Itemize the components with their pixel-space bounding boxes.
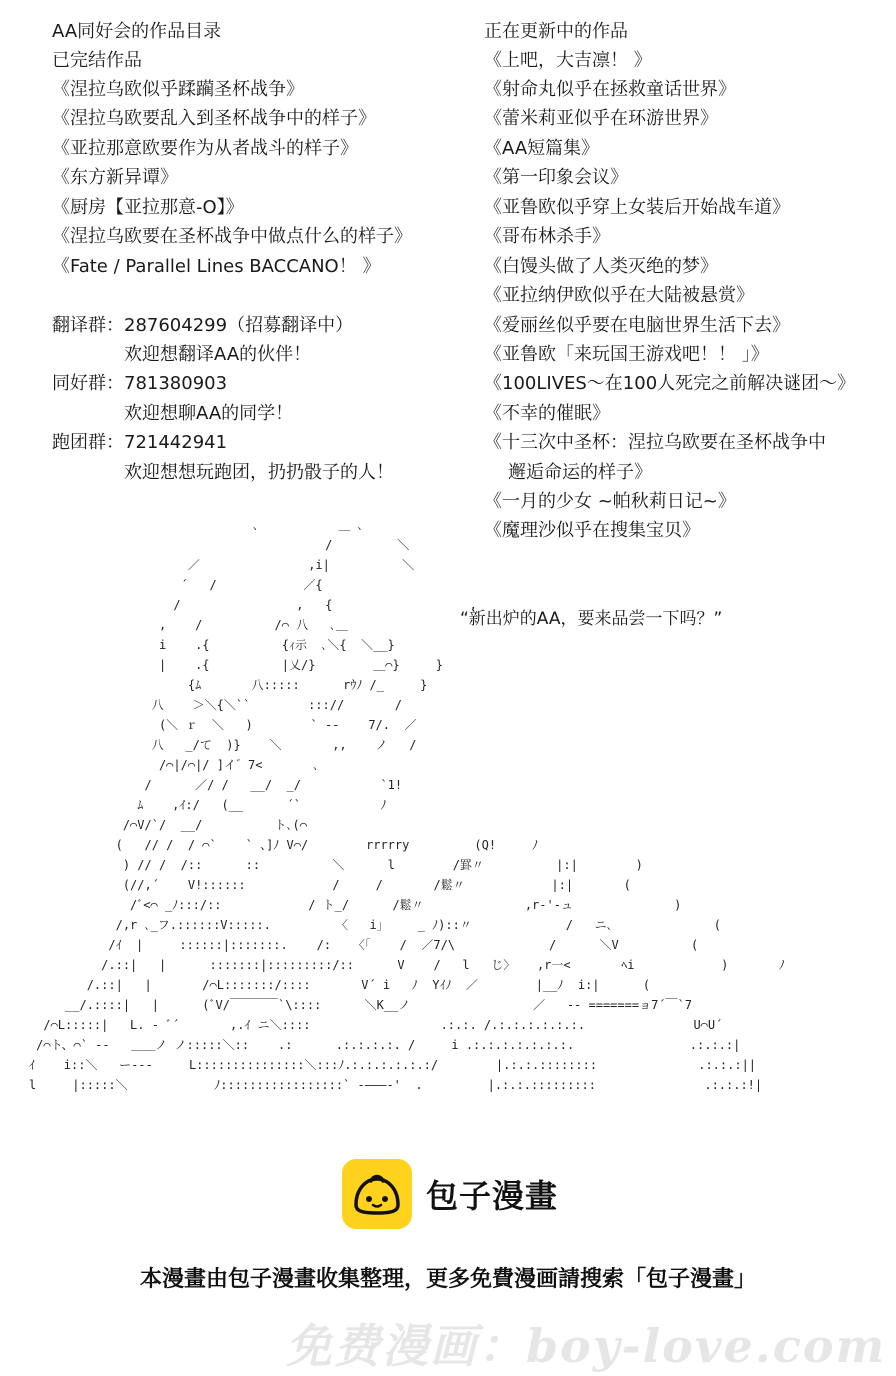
collection-notice: 本漫畫由包子漫畫收集整理，更多免費漫画請搜索「包子漫畫」 bbox=[139, 1267, 756, 1292]
group-note: 欢迎想想玩跑团，扔扔骰子的人！ bbox=[124, 462, 394, 483]
completed-work-item: 《东方新异谭》 bbox=[52, 167, 178, 188]
ongoing-work-item: 《亚鲁欧「来玩国王游戏吧！！ 」》 bbox=[484, 344, 769, 365]
group-note: 欢迎想聊AA的同学！ bbox=[124, 403, 294, 424]
brand-name: 包子漫畫 bbox=[426, 1177, 559, 1215]
group-label: 跑团群： bbox=[52, 432, 124, 453]
ongoing-work-item: 《射命丸似乎在拯救童话世界》 bbox=[484, 79, 736, 100]
completed-work-item: 《亚拉那意欧要作为从者战斗的样子》 bbox=[52, 138, 358, 159]
ongoing-work-item: 《不幸的催眠》 bbox=[484, 403, 610, 424]
group-number: 287604299（招募翻译中） bbox=[124, 315, 354, 336]
ongoing-works-heading: 正在更新中的作品 bbox=[484, 21, 628, 42]
ongoing-work-item: 《亚鲁欧似乎穿上女装后开始战车道》 bbox=[484, 197, 790, 218]
ongoing-work-item: 《哥布林杀手》 bbox=[484, 226, 610, 247]
speech-bubble-text: “新出炉的AA，要来品尝一下吗？” bbox=[460, 609, 723, 629]
ongoing-work-item: 《第一印象会议》 bbox=[484, 167, 628, 188]
ongoing-work-item: 《上吧，大吉凛！ 》 bbox=[484, 50, 652, 71]
ongoing-work-item: 《100LIVES～在100人死完之前解决谜团～》 bbox=[484, 373, 856, 394]
group-label: 同好群： bbox=[52, 373, 124, 394]
completed-work-item: 《涅拉乌欧似乎蹂躏圣杯战争》 bbox=[52, 79, 304, 100]
group-number: 721442941 bbox=[124, 432, 228, 453]
ongoing-work-item: 《一月的少女 ~帕秋莉日记~》 bbox=[484, 491, 736, 512]
group-number: 781380903 bbox=[124, 373, 228, 394]
site-watermark: 免费漫画：boy-love.com bbox=[286, 1319, 887, 1373]
ongoing-work-item-continued: 邂逅命运的样子》 bbox=[508, 462, 652, 483]
completed-work-item: 《厨房【亚拉那意-O】》 bbox=[52, 197, 244, 218]
group-label: 翻译群： bbox=[52, 315, 124, 336]
ongoing-work-item: 《白馒头做了人类灭绝的梦》 bbox=[484, 256, 718, 277]
completed-works-heading: 已完结作品 bbox=[52, 50, 142, 71]
ascii-art-illustration: ､ ＿ ､ / ＼ ／ ,i| ＼ ´ / ／{ / , { , , / /⌒ 八 ､＿ i .{ {ｨ示 ､＼{ ＼__} | .{ |乂/} ＿⌒} } {ﾑ 八::::: rｳﾉ /_ } 八 ＞＼{＼`` :::// / (＼ ｒ ＼ ) ` ‐- 7/. ／ 八 _/て )} ＼ ,, ノ / /⌒|/⌒|/ ]イ゛7< ､ / ／/ / __/ _/ `1! ﾑ ,ｲ:/ (__ ´` ﾉ /⌒V/`/ __/ ト､(⌒ ( // / / ⌒` ` 、]ﾉ V⌒/ rrrrry (Q! ﾉ ) // / /:: :: ＼ l /罫〃 |:| ) (//,´ V!:::::: / / /鬆〃 |:| ( /ﾞ<⌒ _ﾉ:::/:: / ト_/ /鬆〃 ,r‐'‐ュ ) /,r ､_フ.::::::V:::::. 〈 i」 _ ﾉ)::〃 / ニ､ ( /ｲ | ::::::|:::::::. /: 〈「 / ／7/\ / ＼V ( /.::| | :::::::|:::::::::/:: V / l じ〉 ,r一< ﾍi ) ﾉ /.::| | /⌒L:::::::/:::: V´ i ﾉ Yｲﾉ ／ |__ﾉ i:| ( __/.::::| | (ﾞV/￣￣￣￣`\:::: ＼K__ノ ／ ‐- =======ョ7´￣`7 /⌒L:::::| L. ‐ ﾞ´ ,.ｲ ニ＼:::: .:.:. /.:.:.:.:.:.:. U⌒U´ /⌒ト、⌒` ‐- ＿＿ノ ノ:::::＼:: .: .:.:.:.:. / i .:.:.:.:.:.:.:. .:.:.:| ｲ i::＼ ー--‐ L:::::::::::::::＼:::ﾉ.:.:.:.:.:.:/ |.:.:.:::::::: .:.:.:|| l |:::::＼ ﾉ:::::::::::::::::` ‐―――‐' . |.:.:.::::::::: .:.:.:!| bbox=[28, 518, 785, 1092]
baozi-bun-icon bbox=[342, 1159, 412, 1229]
completed-work-item: 《涅拉乌欧要在圣杯战争中做点什么的样子》 bbox=[52, 226, 412, 247]
completed-work-item: 《Fate / Parallel Lines BACCANO！ 》 bbox=[52, 256, 381, 277]
group-note: 欢迎想翻译AA的伙伴！ bbox=[124, 344, 312, 365]
completed-work-item: 《涅拉乌欧要乱入到圣杯战争中的样子》 bbox=[52, 108, 376, 129]
catalog-heading: AA同好会的作品目录 bbox=[52, 21, 222, 42]
ongoing-work-item: 《蕾米莉亚似乎在环游世界》 bbox=[484, 108, 718, 129]
ongoing-work-item: 《亚拉纳伊欧似乎在大陆被悬赏》 bbox=[484, 285, 754, 306]
ongoing-work-item: 《魔理沙似乎在搜集宝贝》 bbox=[484, 520, 700, 541]
ongoing-work-item: 《十三次中圣杯：涅拉乌欧要在圣杯战争中 bbox=[484, 432, 826, 453]
ongoing-work-item: 《爱丽丝似乎要在电脑世界生活下去》 bbox=[484, 315, 790, 336]
ongoing-work-item: 《AA短篇集》 bbox=[484, 138, 600, 159]
brand-logo[interactable] bbox=[342, 1158, 558, 1230]
